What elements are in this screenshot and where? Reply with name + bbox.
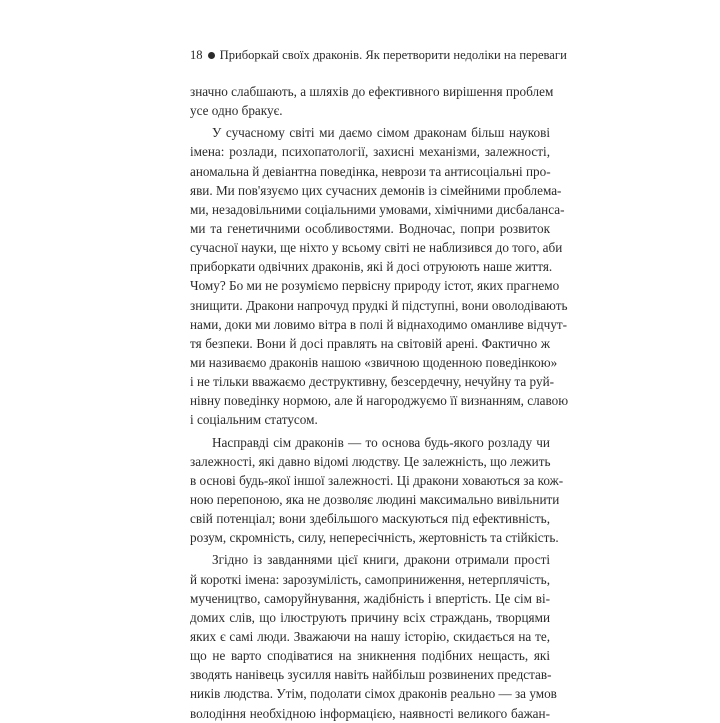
text-line: У сучасному світі ми даємо сімом драконам більш наукові bbox=[212, 125, 550, 141]
text-line: ників людства. Утім, подолати сімох драконів реально — за умов bbox=[190, 686, 557, 702]
text-line: ми та генетичними особливостями. Водночас, попри розвиток bbox=[190, 220, 550, 236]
text-line: Чому? Бо ми не розуміємо первісну природу істот, яких прагнемо bbox=[190, 278, 560, 294]
text-line: яви. Ми пов'язуємо цих сучасних демонів із сімейними проблема- bbox=[190, 182, 562, 198]
text-line: розум, скромність, силу, непересічність, жертовність та стійкість. bbox=[190, 530, 559, 546]
text-line: приборкати одвічних драконів, які й досі отруюють наше життя. bbox=[190, 259, 553, 275]
bullet-separator bbox=[208, 52, 215, 59]
page-number: 18 bbox=[190, 48, 203, 62]
text-line: аномальна й девіантна поведінка, неврози та антисоціальні про- bbox=[190, 163, 551, 179]
text-line: зводять нанівець зусилля навіть найбільш розвинених представ- bbox=[190, 667, 552, 683]
text-line: Насправді сім драконів — то основа будь-якого розладу чи bbox=[212, 434, 550, 450]
text-line: яких є самі люди. Зважаючи на нашу історію, скидається на те, bbox=[190, 628, 550, 644]
text-line: мучеництво, саморуйнування, жадібність і впертість. Це сім ві- bbox=[190, 590, 550, 606]
running-title: Приборкай своїх драконів. Як перетворити недоліки на переваги bbox=[219, 48, 567, 62]
text-line: в основі будь-якої іншої залежності. Ці дракони ховаються за кож- bbox=[190, 472, 564, 488]
text-line: імена: розлади, психопатології, захисні механізми, залежності, bbox=[190, 144, 550, 160]
text-line: ною перепоною, яка не дозволяє людині максимально вивільнити bbox=[190, 491, 560, 507]
text-line: ми називаємо драконів нашою «звичною щоденною поведінкою» bbox=[190, 354, 558, 370]
text-line: домих слів, що ілюструють причину всіх страждань, творцями bbox=[190, 609, 550, 625]
text-line: і соціальним статусом. bbox=[190, 412, 318, 428]
text-line: тя безпеки. Вони й досі правлять на світовій арені. Фактично ж bbox=[190, 335, 550, 351]
text-line: свій потенціал; вони здебільшого маскуються під ефективність, bbox=[190, 511, 550, 527]
text-line: залежності, які давно відомі людству. Це залежність, що лежить bbox=[190, 453, 551, 469]
text-line: сучасної науки, ще ніхто у всьому світі не наблизився до того, аби bbox=[190, 240, 563, 256]
text-line: нівну поведінку нормою, але й нагороджуємо її визнанням, славою bbox=[190, 393, 569, 409]
text-line: усе одно бракує. bbox=[190, 103, 283, 119]
text-line: знищити. Дракони напрочуд прудкі й підступні, вони оволодівають bbox=[190, 297, 568, 313]
text-line: й короткі імена: зарозумілість, самоприниження, нетерплячість, bbox=[190, 571, 550, 587]
running-header bbox=[190, 47, 567, 63]
text-line: володіння необхідною інформацією, наявності великого бажан- bbox=[190, 705, 550, 721]
text-line: і не тільки вважаємо деструктивну, безсердечну, нечуйну та руй- bbox=[190, 374, 555, 390]
text-line: що не варто сподіватися на зникнення подібних нещасть, які bbox=[190, 648, 550, 664]
text-line: Згідно із завданнями цієї книги, дракони отримали прості bbox=[212, 552, 550, 568]
body-text bbox=[190, 82, 569, 723]
text-line: значно слабшають, а шляхів до ефективного вирішення проблем bbox=[190, 84, 554, 99]
text-line: нами, доки ми ловимо вітра в полі й віднаходимо оманливе відчут- bbox=[190, 316, 568, 332]
text-line: ми, незадовільними соціальними умовами, хімічними дисбаланса- bbox=[190, 201, 565, 217]
